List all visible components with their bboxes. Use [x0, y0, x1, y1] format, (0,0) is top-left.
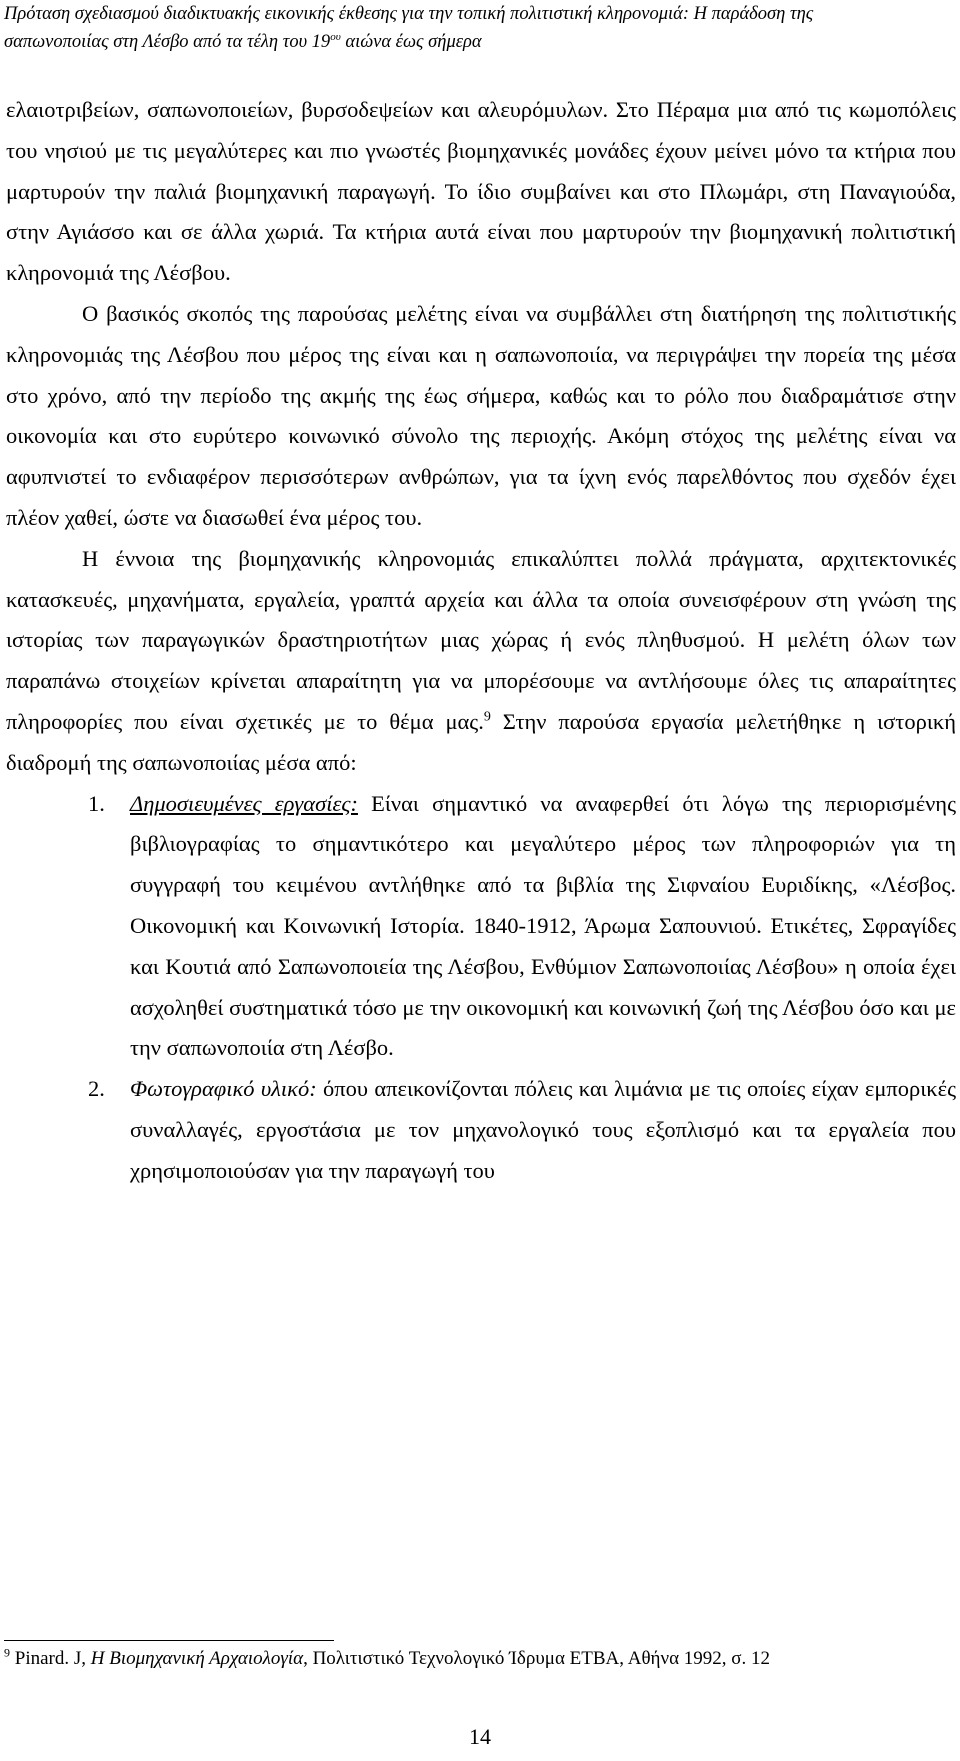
header-line-2-end: αιώνα έως σήμερα [340, 32, 482, 52]
list-item-term: Δημοσιευμένες εργασίες: [130, 790, 358, 816]
list-item [6, 784, 956, 1070]
footnote-details: , Πολιτιστικό Τεχνολογικό Ίδρυμα ΕΤΒΑ, Αθήνα 1992, σ. 12 [303, 1648, 771, 1669]
footnote [4, 1646, 956, 1672]
list-item-text: Είναι σημαντικό να αναφερθεί ότι λόγω της περιορισμένης βιβλιογραφίας το σημαντικότερο και μεγαλύτερο μέρος των πληροφοριών για τη συγγραφή του κειμένου αντλήθηκε από τα βιβλία της Σιφναίου Ευριδίκης, «Λέσβος. Οικονομική και Κοινωνική Ιστορία. 1840-1912, Άρωμα Σαπουνιού. Ετικέτες, Σφραγίδες και Κουτιά από Σαπωνοποιεία της Λέσβου, Ενθύμιον Σαπωνοποιίας Λέσβου» η οποία έχει ασχοληθεί συστηματικά τόσο με την οικονομική και κοινωνική ζωή της Λέσβου όσο και με την σαπωνοποιία στη Λέσβο. [130, 790, 956, 1061]
footnote-reference[interactable]: 9 [483, 709, 491, 725]
header-line-2-start: σαπωνοποιίας στη Λέσβο από τα τέλη του 19 [4, 32, 331, 52]
list-item-term: Φωτογραφικό υλικό: [130, 1076, 317, 1102]
footnote-author: Pinard. J, [10, 1648, 91, 1669]
paragraph-purpose: Ο βασικός σκοπός της παρούσας μελέτης είναι να συμβάλλει στη διατήρηση της πολιτιστικής κληρονομιάς της Λέσβου που μέρος της είναι και η σαπωνοποιία, να περιγράψει την πορεία της μέσα στο χρόνο, από την περίοδο της ακμής της έως σήμερα, καθώς και το ρόλο που διαδραμάτισε στην οικονομία και στο ευρύτερο κοινωνικό σύνολο της περιοχής. Ακόμη στόχος της μελέτης είναι να αφυπνιστεί το ενδιαφέρον περισσότερων ανθρώπων, για τα ίχνη ενός παρελθόντος που σχεδόν έχει πλέον χαθεί, ώστε να διασωθεί ένα μέρος του. [6, 300, 956, 530]
footnote-title: Η Βιομηχανική Αρχαιολογία [90, 1648, 304, 1669]
paragraph-heritage-continuation: Στην παρούσα εργασία μελετήθηκε η ιστορική διαδρομή της σαπωνοποιίας μέσα από: [6, 708, 956, 775]
footnote-separator [4, 1640, 334, 1641]
list-item-number: 1. [88, 790, 105, 816]
sources-list [6, 784, 956, 1192]
page-number: 14 [469, 1724, 491, 1749]
running-header [4, 0, 956, 56]
list-item-number: 2. [88, 1076, 105, 1102]
paragraph-intro: ελαιοτριβείων, σαπωνοποιείων, βυρσοδεψείων και αλευρόμυλων. Στο Πέραμα μια από τις κωμοπόλεις του νησιού με τις μεγαλύτερες και πιο γνωστές βιομηχανικές μονάδες έχουν μείνει μόνο τα κτήρια που μαρτυρούν την παλιά βιομηχανική παραγωγή. Το ίδιο συμβαίνει και στο Πλωμάρι, στη Παναγιούδα, στην Αγιάσσο και σε άλλα χωριά. Τα κτήρια αυτά είναι που μαρτυρούν την βιομηχανική πολιτιστική κληρονομιά της Λέσβου. [6, 97, 956, 286]
header-line-2 [4, 28, 956, 56]
header-line-1: Πρόταση σχεδιασμού διαδικτυακής εικονικής έκθεσης για την τοπική πολιτιστική κληρονομιά: Η παράδοση της [4, 4, 814, 24]
list-item-text: όπου απεικονίζονται πόλεις και λιμάνια με τις οποίες είχαν εμπορικές συναλλαγές, εργοστάσια με τον μηχανολογικό τους εξοπλισμό και τα εργαλεία που χρησιμοποιούσαν για την παραγωγή του [130, 1076, 956, 1183]
paragraph-heritage [6, 539, 956, 784]
century-suffix: ου [330, 30, 341, 43]
list-item [6, 1069, 956, 1191]
footnote-mark: 9 [4, 1645, 10, 1660]
body-text [6, 90, 956, 1192]
paragraph-heritage-text: Η έννοια της βιομηχανικής κληρονομιάς επικαλύπτει πολλά πράγματα, αρχιτεκτονικές κατασκευές, μηχανήματα, εργαλεία, γραπτά αρχεία και άλλα τα οποία συνεισφέρουν στη γνώση της ιστορίας των παραγωγικών δραστηριοτήτων μιας χώρας ή ενός πληθυσμού. Η μελέτη όλων των παραπάνω στοιχείων κρίνεται απαραίτητη για να μπορέσουμε να αντλήσουμε όλες τις απαραίτητες πληροφορίες που είναι σχετικές με το θέμα μας. [6, 545, 956, 734]
